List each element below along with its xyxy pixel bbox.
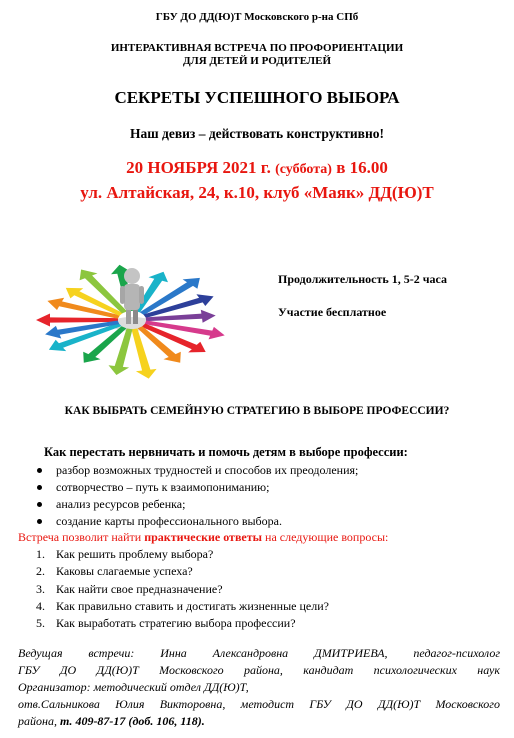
organization-name: ГБУ ДО ДД(Ю)Т Московского р-на СПб [155, 11, 359, 23]
list-item: 4. Как правильно ставить и достигать жизненные цели? [36, 598, 329, 613]
footer-line: района, т. 409-87-17 (доб. 106, 118). [18, 714, 205, 728]
footer-info [18, 645, 500, 730]
footer-line: Организатор: методический отдел ДД(Ю)Т, [18, 680, 249, 694]
bullet-icon [37, 468, 42, 473]
event-date [0, 158, 514, 178]
lead-text: Встреча позволит найти практические ответы на следующие вопросы: [18, 530, 389, 544]
bullet-list [35, 462, 358, 530]
list-item: сотворчество – путь к взаимопониманию; [35, 479, 358, 496]
motto: Наш девиз – действовать конструктивно! [129, 126, 384, 141]
subheading: Как перестать нервничать и помочь детям в выборе профессии: [44, 445, 408, 459]
list-item: 2. Каковы слагаемые успеха? [36, 564, 193, 579]
event-type-line2: ДЛЯ ДЕТЕЙ И РОДИТЕЛЕЙ [182, 55, 332, 67]
bullet-icon [37, 485, 42, 490]
list-item: 1. Как решить проблему выбора? [36, 547, 214, 561]
event-weekday: (суббота) [275, 162, 332, 177]
list-item: 5. Как выработать стратегию выбора профессии? [36, 616, 296, 631]
list-item: 3. Как найти свое предназначение? [36, 581, 223, 596]
footer-line: ГБУ ДО ДД(Ю)Т Московского района, кандидат психологических наук [18, 663, 500, 677]
page-title: СЕКРЕТЫ УСПЕШНОГО ВЫБОРА [114, 88, 400, 107]
list-item: создание карты профессионального выбора. [35, 513, 358, 530]
event-date-value: 20 НОЯБРЯ 2021 г. [126, 158, 271, 177]
event-type-line1: ИНТЕРАКТИВНАЯ ВСТРЕЧА ПО ПРОФОРИЕНТАЦИИ [110, 42, 404, 54]
main-question: КАК ВЫБРАТЬ СЕМЕЙНУЮ СТРАТЕГИЮ В ВЫБОРЕ ПРОФЕССИИ? [64, 405, 450, 417]
list-item: анализ ресурсов ребенка; [35, 496, 358, 513]
footer-line: Ведущая встречи: Инна Александровна ДМИТРИЕВА, педагог-психолог [18, 646, 500, 660]
questions-list [30, 546, 329, 632]
event-time: в 16.00 [336, 158, 388, 177]
price-text: Участие бесплатное [278, 305, 387, 319]
event-address: ул. Алтайская, 24, к.10, клуб «Маяк» ДД(Ю)Т [80, 183, 434, 202]
duration-text: Продолжительность 1, 5-2 часа [278, 272, 447, 286]
lead-bold: практические ответы [144, 530, 263, 544]
footer-line: отв.Сальникова Юлия Викторовна, методист ГБУ ДО ДД(Ю)Т Московского [18, 697, 500, 711]
person-with-arrows-icon [16, 232, 254, 392]
list-item: разбор возможных трудностей и способов их преодоления; [35, 462, 358, 479]
bullet-icon [37, 502, 42, 507]
bullet-icon [37, 519, 42, 524]
